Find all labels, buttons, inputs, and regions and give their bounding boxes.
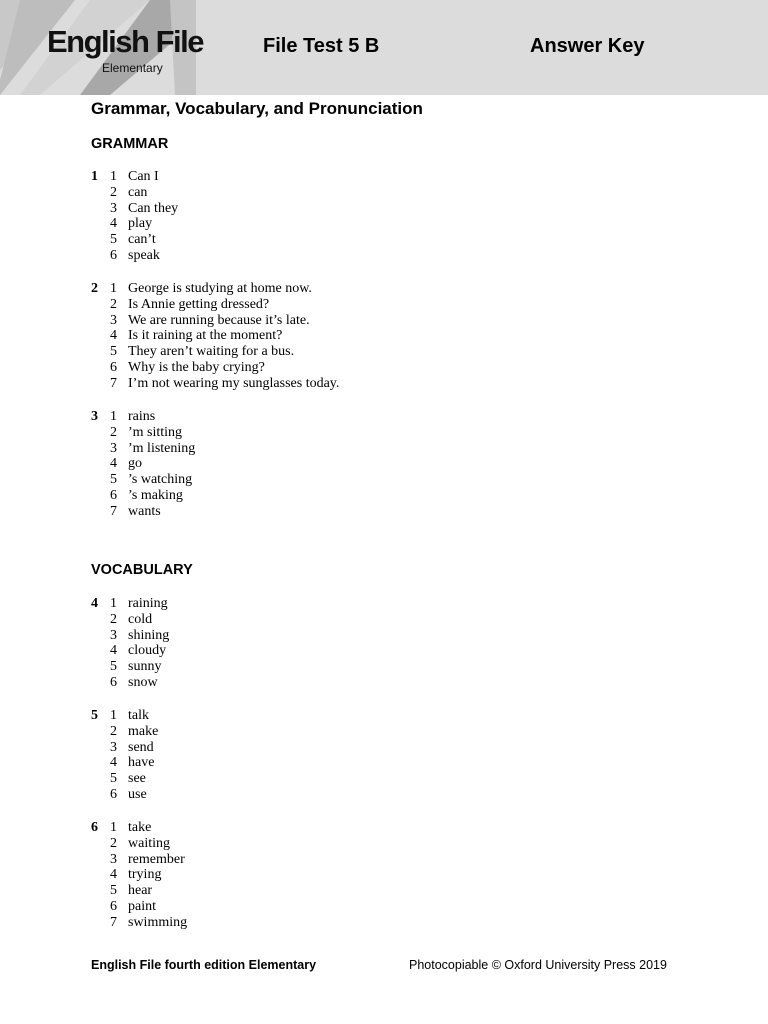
answer-row [0, 867, 768, 883]
answer-row [0, 659, 768, 675]
answer-key-title: Answer Key [530, 35, 645, 57]
answer-row [0, 297, 768, 313]
answer-row [0, 232, 768, 248]
answer-row [0, 612, 768, 628]
answer-text: speak [128, 247, 160, 263]
exercise-number: 4 [91, 596, 98, 611]
answer-index: 2 [110, 611, 117, 627]
answer-text: cold [128, 611, 153, 627]
answer-index: 4 [110, 867, 117, 883]
answer-index: 6 [110, 247, 117, 263]
answer-text: We are running because it’s late. [128, 312, 310, 328]
answer-row [0, 313, 768, 329]
answer-text: They aren’t waiting for a bus. [128, 344, 295, 360]
answer-text: can’t [128, 232, 156, 248]
exercise-number: 2 [91, 281, 98, 296]
answer-row [0, 328, 768, 344]
section-heading: Grammar, Vocabulary, and Pronunciation [91, 99, 423, 118]
answer-row [0, 771, 768, 787]
page-header [0, 0, 768, 95]
answer-text: I’m not wearing my sunglasses today. [128, 375, 340, 391]
answer-index: 5 [110, 883, 117, 899]
answer-index: 7 [110, 375, 117, 391]
answer-row [0, 883, 768, 899]
answer-row [0, 441, 768, 457]
answer-text: cloudy [128, 643, 167, 659]
answer-row [0, 281, 768, 297]
answer-row [0, 360, 768, 376]
logo-title: English File [47, 24, 203, 59]
answer-text: paint [128, 898, 156, 914]
answer-index: 1 [110, 409, 117, 424]
answer-text: Can I [128, 169, 159, 184]
answer-text: swimming [128, 914, 188, 930]
answer-text: play [128, 216, 153, 232]
answer-text: Is it raining at the moment? [128, 328, 283, 344]
answer-text: remember [128, 851, 185, 867]
answer-text: hear [128, 883, 153, 899]
answer-text: sunny [128, 659, 162, 675]
answer-row [0, 852, 768, 868]
answer-text: rains [128, 409, 156, 424]
answer-row [0, 344, 768, 360]
exercise-number: 5 [91, 708, 98, 723]
answer-text: take [128, 820, 152, 835]
answer-index: 2 [110, 184, 117, 200]
answer-text: go [128, 456, 142, 472]
answer-index: 5 [110, 472, 117, 488]
answer-text: ’s making [128, 487, 183, 503]
answer-index: 3 [110, 200, 117, 216]
logo-subtitle: Elementary [102, 61, 163, 75]
answer-index: 6 [110, 359, 117, 375]
answer-index: 4 [110, 643, 117, 659]
answer-row [0, 724, 768, 740]
answer-row [0, 643, 768, 659]
answer-index: 4 [110, 328, 117, 344]
answer-text: raining [128, 596, 168, 611]
answer-row [0, 675, 768, 691]
answer-text: ’s watching [128, 472, 193, 488]
answer-row [0, 472, 768, 488]
answer-text: send [128, 739, 154, 755]
test-title: File Test 5 B [263, 35, 380, 57]
answer-row [0, 216, 768, 232]
answer-index: 1 [110, 596, 117, 611]
answer-index: 1 [110, 820, 117, 835]
answer-index: 1 [110, 708, 117, 723]
answer-row [0, 740, 768, 756]
answer-index: 5 [110, 771, 117, 787]
answer-text: can [128, 184, 148, 200]
answer-text: Why is the baby crying? [128, 359, 265, 375]
answer-index: 7 [110, 914, 117, 930]
answer-row [0, 425, 768, 441]
answer-index: 2 [110, 424, 117, 440]
exercise-6 [0, 820, 768, 931]
vocabulary-heading: VOCABULARY [91, 562, 193, 578]
answer-index: 1 [110, 281, 117, 296]
answer-index: 5 [110, 344, 117, 360]
answer-index: 3 [110, 312, 117, 328]
answer-text: trying [128, 867, 162, 883]
answer-row [0, 836, 768, 852]
answer-text: make [128, 723, 159, 739]
answer-text: Can they [128, 200, 179, 216]
answer-row [0, 596, 768, 612]
answer-row [0, 787, 768, 803]
answer-index: 4 [110, 755, 117, 771]
answer-text: wants [128, 503, 161, 519]
answer-row [0, 820, 768, 836]
answer-text: George is studying at home now. [128, 281, 312, 296]
answer-index: 6 [110, 898, 117, 914]
answer-row [0, 628, 768, 644]
answer-text: talk [128, 708, 149, 723]
footer-edition: English File fourth edition Elementary [91, 958, 317, 972]
answer-row [0, 708, 768, 724]
answer-row [0, 504, 768, 520]
answer-row [0, 456, 768, 472]
answer-index: 6 [110, 786, 117, 802]
answer-index: 2 [110, 296, 117, 312]
footer-copyright: Photocopiable © Oxford University Press 2019 [409, 958, 667, 972]
answer-row [0, 915, 768, 931]
answer-text: have [128, 755, 155, 771]
answer-row [0, 409, 768, 425]
answer-index: 6 [110, 674, 117, 690]
answer-row [0, 248, 768, 264]
answer-text: shining [128, 627, 170, 643]
answer-text: see [128, 771, 146, 787]
answer-index: 1 [110, 169, 117, 184]
answer-row [0, 185, 768, 201]
answer-index: 4 [110, 216, 117, 232]
exercise-number: 1 [91, 169, 98, 184]
answer-index: 2 [110, 835, 117, 851]
answer-text: Is Annie getting dressed? [128, 296, 270, 312]
answer-row [0, 488, 768, 504]
exercise-3 [0, 409, 768, 520]
answer-text: ’m listening [128, 440, 196, 456]
answer-row [0, 755, 768, 771]
answer-row [0, 201, 768, 217]
answer-row [0, 376, 768, 392]
answer-text: ’m sitting [128, 424, 183, 440]
exercise-number: 3 [91, 409, 98, 424]
answer-index: 3 [110, 440, 117, 456]
exercise-4 [0, 596, 768, 691]
answer-index: 2 [110, 723, 117, 739]
exercise-number: 6 [91, 820, 98, 835]
grammar-heading: GRAMMAR [91, 136, 169, 152]
answer-row [0, 899, 768, 915]
exercise-2 [0, 281, 768, 392]
answer-index: 3 [110, 851, 117, 867]
answer-text: snow [128, 674, 158, 690]
answer-index: 5 [110, 659, 117, 675]
answer-text: waiting [128, 835, 170, 851]
exercise-1 [0, 169, 768, 264]
answer-index: 7 [110, 503, 117, 519]
answer-row [0, 169, 768, 185]
answer-index: 4 [110, 456, 117, 472]
answer-index: 3 [110, 627, 117, 643]
answer-index: 6 [110, 487, 117, 503]
answer-index: 3 [110, 739, 117, 755]
answer-index: 5 [110, 232, 117, 248]
answer-text: use [128, 786, 147, 802]
exercise-5 [0, 708, 768, 803]
